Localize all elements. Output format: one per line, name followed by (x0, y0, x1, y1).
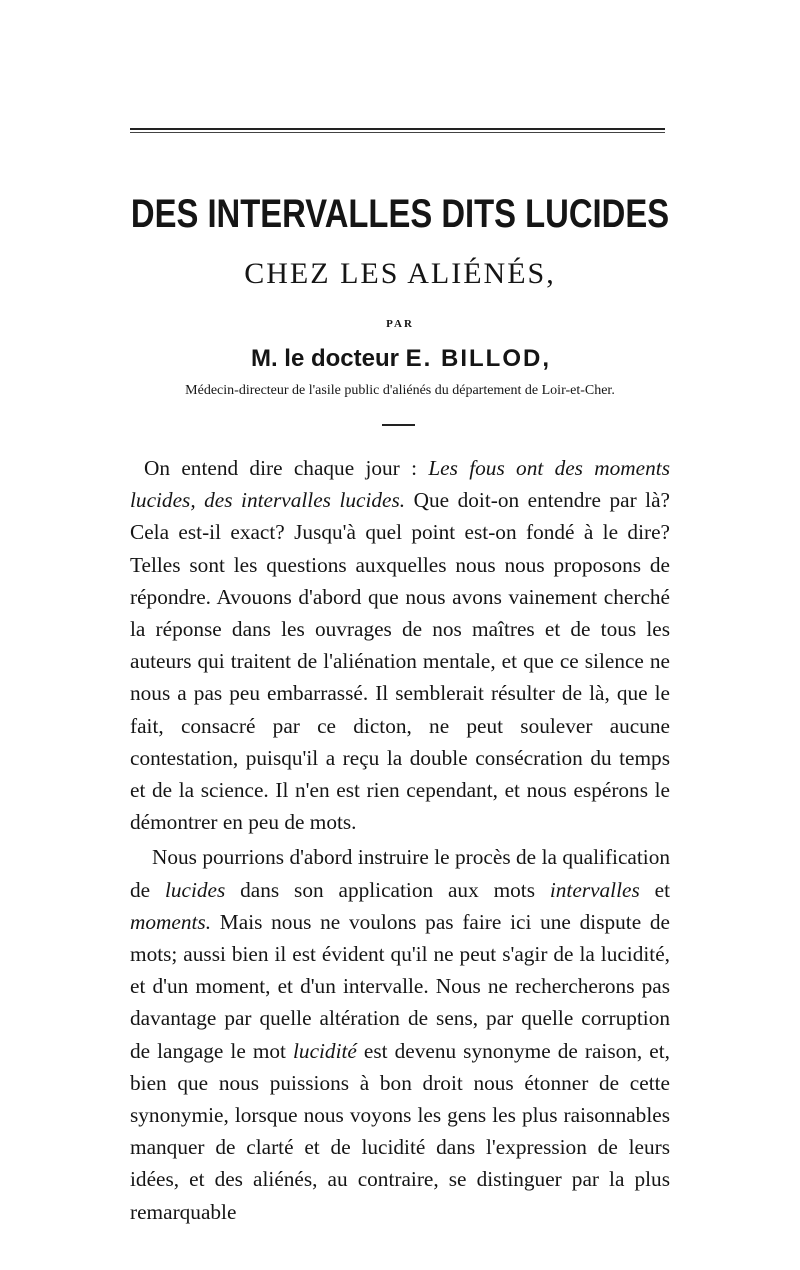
text-run: On entend dire chaque jour : (144, 456, 429, 480)
article-body (130, 452, 670, 1228)
italic-run: lucidité (293, 1038, 357, 1063)
italic-run: moments. (130, 909, 212, 934)
italic-run: Les fous ont des moments lucides, des intervalles lucides. (130, 456, 670, 513)
text-run: Mais nous ne voulons pas faire ici une dispute de mots; aussi bien il est évident qu'il ne peut s'agir de la lucidité, et d'un moment, et d'un intervalle. Nous ne rechercherons pas davantage par quelle altération de sens, par quelle corruption de langage le mot (130, 909, 670, 1063)
article-title: DES INTERVALLES DITS LUCIDES (130, 192, 670, 236)
author-name: E. BILLOD (405, 345, 543, 372)
text-run: et (639, 877, 670, 902)
header-rule (130, 128, 665, 133)
text-run: est devenu synonyme de raison, et, bien que nous puissions à bon droit nous étonner de cette synonymie, lorsque nous voyons les gens les plus raisonnables manquer de clarté et de lucidité dans l'expression de leurs idées, et des aliénés, au contraire, se distinguer par la plus remarquable (130, 1038, 670, 1224)
text-run: Nous pourrions d'abord instruire le procès de la qualification de (130, 845, 670, 902)
author-affiliation: Médecin-directeur de l'asile public d'aliénés du département de Loir-et-Cher. (185, 383, 615, 398)
article-subtitle: CHEZ LES ALIÉNÉS, (244, 257, 556, 290)
text-run: dans son application aux mots (225, 877, 550, 902)
author-line (0, 345, 800, 373)
author-prefix: M. le docteur (250, 345, 399, 372)
italic-run: lucides (164, 877, 226, 902)
author-suffix: , (542, 345, 550, 372)
text-run: Que doit-on entendre par là? Cela est-il exact? Jusqu'à quel point est-on fondé à le dire? Telles sont les questions auxquelles nous nous proposons de répondre. Avouons d'abord que nous avons vainement cherché la réponse dans les ouvrages de nos maîtres et de tous les auteurs qui traitent de l'aliénation mentale, et que ce silence ne nous a pas peu embarrassé. Il semblerait résulter de là, que le fait, consacré par ce dicton, ne peut soulever aucune contestation, puisqu'il a reçu la double consécration du temps et de la science. Il n'en est rien cependant, et nous espérons le démontrer en peu de mots. (130, 488, 671, 835)
section-divider (382, 424, 415, 426)
paragraph-2 (130, 841, 670, 1227)
by-line-label: PAR (386, 318, 414, 330)
italic-run: intervalles (549, 877, 640, 902)
paragraph-1 (130, 452, 670, 838)
